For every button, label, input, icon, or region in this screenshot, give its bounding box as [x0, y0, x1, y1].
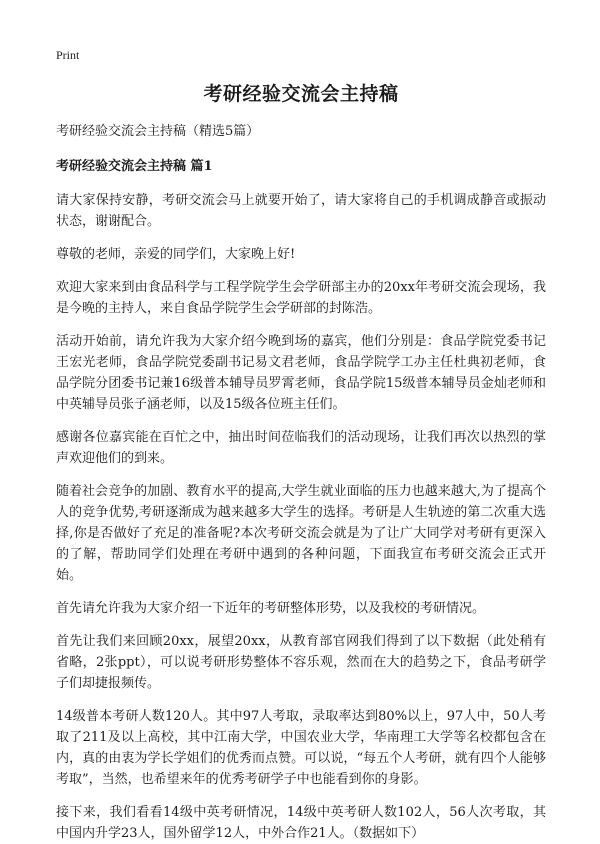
paragraph-thanks-guests: 感谢各位嘉宾能在百忙之中，抽出时间莅临我们的活动现场，让我们再次以热烈的掌声欢迎他们的到来。: [56, 430, 546, 466]
print-link[interactable]: Print: [56, 48, 80, 62]
section-heading: 考研经验交流会主持稿 篇1: [56, 159, 213, 174]
document-subtitle: 考研经验交流会主持稿（精选5篇）: [56, 124, 260, 139]
paragraph-14-undergrad-results: 14级普本考研人数120人。其中97人考取，录取率达到80%以上，97人中，50人考取了211及以上高校，其中江南大学，中国农业大学，华南理工大学等名校都包含在内，真的由衷为学长学姐们的优秀而点赞。可以说，“每五个人考研，就有四个人能够考取”，当然，也希望来年的优秀考研学子中也能看到你的身影。: [56, 709, 546, 787]
paragraph-welcome: 欢迎大家来到由食品科学与工程学院学生会学研部主办的20xx年考研交流会现场，我是今晚的主持人，来自食品学院学生会学研部的封陈浩。: [56, 280, 546, 316]
paragraph-competition-background: 随着社会竞争的加剧、教育水平的提高,大学生就业面临的压力也越来越大,为了提高个人的竞争优势,考研逐渐成为越来越多大学生的选择。考研是人生轨迹的第二次重大选择,你是否做好了充足的准备呢?本次考研交流会就是为了让广大同学对考研有更深入的了解，帮助同学们处理在考研中遇到的各种问题，下面我宣布考研交流会正式开始。: [56, 484, 546, 583]
paragraph-situation-intro: 首先请允许我为大家介绍一下近年的考研整体形势，以及我校的考研情况。: [56, 601, 486, 616]
paragraph-greeting: 尊敬的老师，亲爱的同学们，大家晚上好!: [56, 247, 296, 262]
paragraph-silence-notice: 请大家保持安静，考研交流会马上就要开始了，请大家将自己的手机调成静音或振动状态，谢谢配合。: [56, 193, 546, 229]
paragraph-review-data: 首先让我们来回顾20xx，展望20xx，从教育部官网我们得到了以下数据（此处稍有省略，2张ppt），可以说考研形势整体不容乐观，然而在大的趋势之下，食品考研学子们却捷报频传。: [56, 634, 546, 691]
paragraph-14-sino-british-results: 接下来，我们看看14级中英考研情况，14级中英考研人数102人，56人次考取，其中国内升学23人，国外留学12人，中外合作21人。（数据如下）: [56, 805, 546, 841]
paragraph-guest-introduction: 活动开始前，请允许我为大家介绍今晚到场的嘉宾，他们分别是：食品学院党委书记王宏光老师，食品学院党委副书记易文君老师，食品学院学工办主任杜典初老师，食品学院分团委书记兼16级普本辅导员罗霄老师，食品学院15级普本辅导员金灿老师和中英辅导员张子涵老师，以及15级各位班主任们。: [56, 334, 546, 412]
document-title: 考研经验交流会主持稿: [203, 83, 399, 105]
